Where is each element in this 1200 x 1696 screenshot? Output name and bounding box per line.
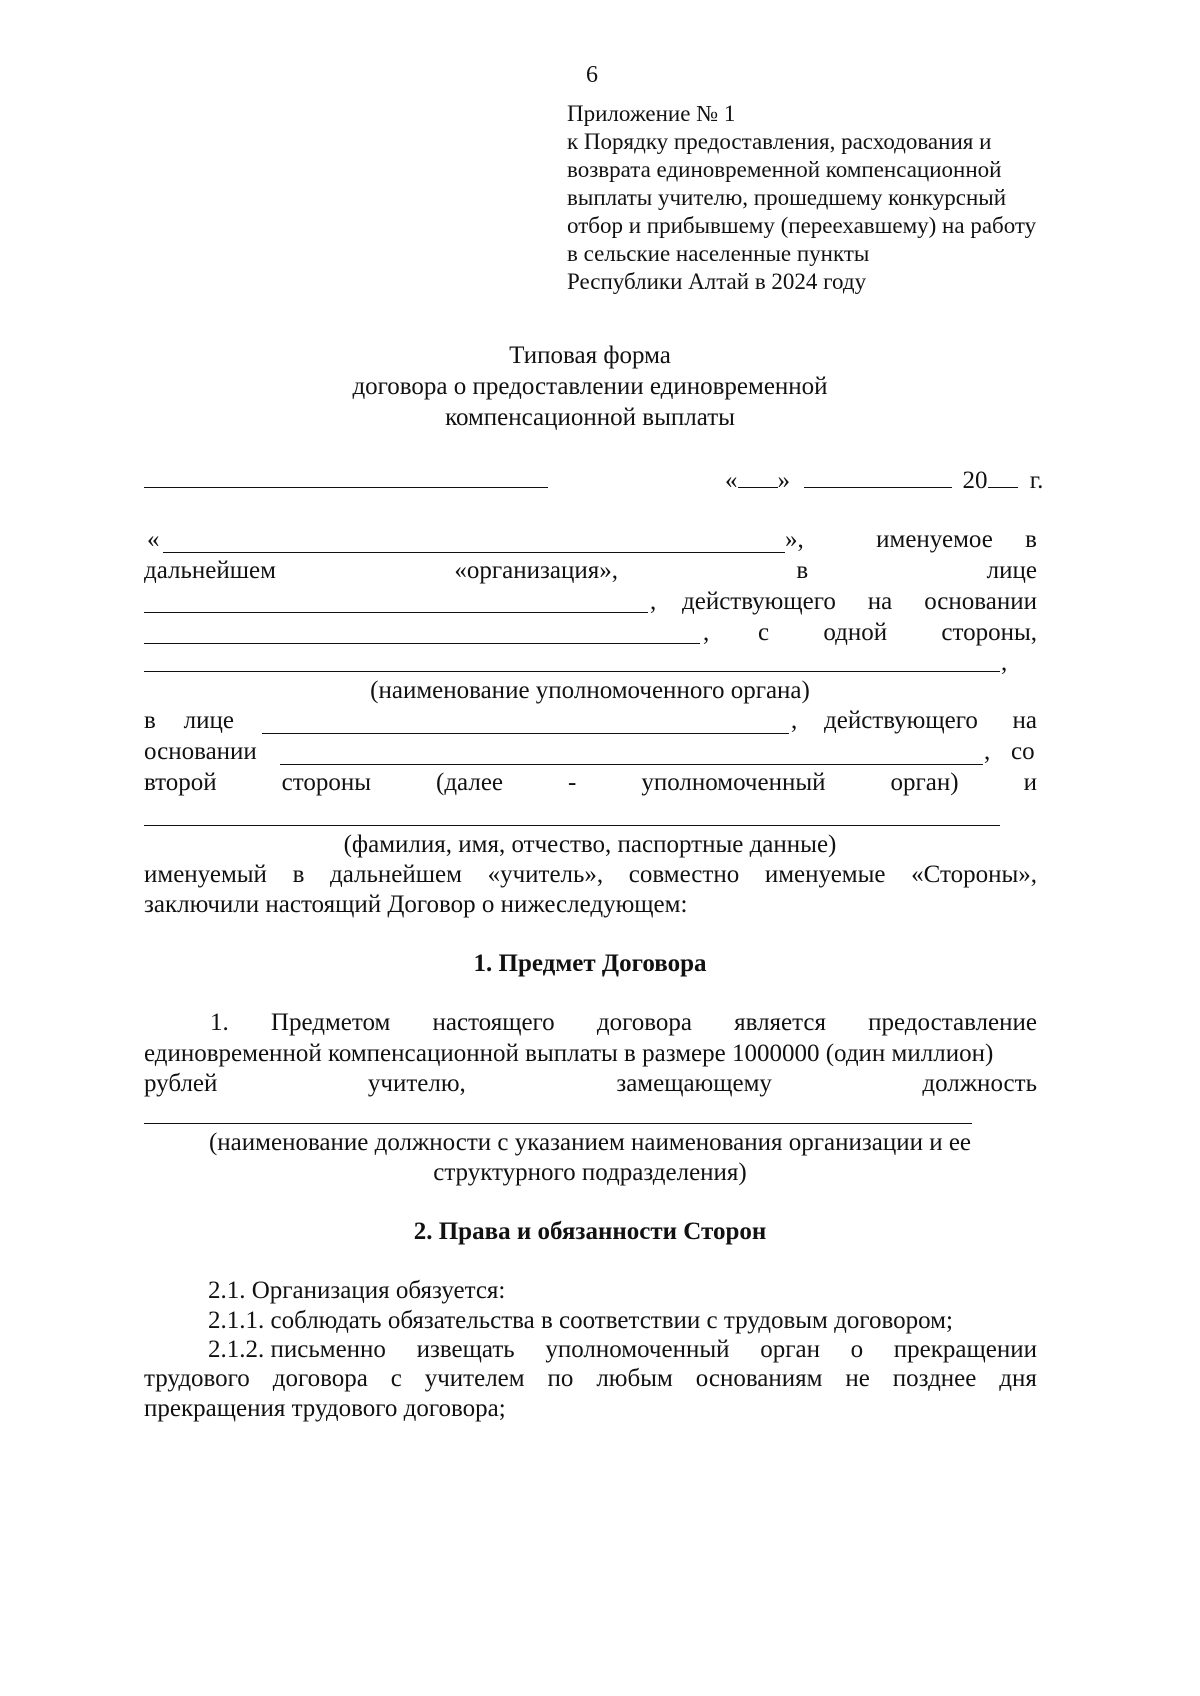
appendix-line: к Порядку предоставления, расходования и [567,129,992,154]
form-title-line: Типовая форма [509,342,671,369]
clause-2-1-2-line-1 [208,1335,1037,1365]
clause-2-1: 2.1. Организация обязуется: [208,1277,506,1304]
parties-line-10: заключили настоящий Договор о нижеследующем: [144,891,688,918]
section-2-heading: 2. Права и обязанности Сторон [413,1218,767,1245]
appendix-line: возврата единовременной компенсационной [567,157,1002,182]
text: уполномоченный [641,769,826,796]
text: действующего [824,707,978,734]
section-1-para-line-3 [144,1069,1037,1099]
section-1-para-line-2: единовременной компенсационной выплаты в размере 1000000 (один миллион) [144,1040,994,1067]
text: в [796,557,809,584]
position-caption: структурного подразделения) [433,1159,747,1186]
text: замещающему [616,1070,772,1097]
text: трудового [144,1365,250,1392]
text: извещать [416,1336,515,1363]
text: настоящего [432,1009,555,1036]
position-blank [144,1123,972,1124]
text: дальнейшем [144,557,276,584]
form-title-line: договора о предоставлении единовременной [352,373,828,400]
page-number: 6 [586,62,598,88]
text: учителю, [367,1070,466,1097]
text: прекращении [893,1336,1037,1363]
day-blank [738,465,778,488]
text: на [867,588,893,615]
representative-blank [144,612,648,613]
text: действующего [682,588,836,615]
text: именуемые [764,861,886,888]
comma: , [791,707,798,734]
authority-basis-blank [280,764,983,765]
text: «организация», [454,557,618,584]
text: лице [183,707,234,734]
text: учителем [424,1365,525,1392]
text: любым [596,1365,673,1392]
text: одной [823,619,888,646]
appendix-line: отбор и прибывшему (переехавшему) на работу [567,213,1037,238]
appendix-title: Приложение № 1 [567,101,736,126]
date-open-quote: « [725,467,738,494]
parties-line-9 [144,860,1037,890]
parties-line-3-end [682,587,1037,617]
text: со [1011,738,1035,765]
text: договора [272,1365,368,1392]
text: в [292,861,305,888]
parties-line-6-start [144,706,234,736]
teacher-caption: (фамилия, имя, отчество, паспортные данные) [343,831,837,858]
basis-blank [144,643,700,644]
text: должность [922,1070,1037,1097]
text: », [785,526,804,553]
year-blank [988,465,1018,488]
text: с [758,619,770,646]
form-title-line: компенсационной выплаты [445,404,735,431]
text: - [568,769,577,796]
authority-caption: (наименование уполномоченного органа) [370,677,810,704]
month-blank [804,465,952,488]
comma: , [1001,649,1008,676]
text: именуемое [876,526,993,553]
position-caption: (наименование должности с указанием наименования организации и ее [208,1129,972,1156]
text: «Стороны», [911,861,1037,888]
text: лице [986,557,1037,584]
text: 1. [210,1009,229,1036]
clause-2-1-2-line-2 [144,1364,1037,1394]
clause-2-1-1: 2.1.1. соблюдать обязательства в соответствии с трудовым договором; [208,1307,953,1334]
text: основании [144,738,257,765]
parties-line-4-end [758,618,1037,648]
comma: , [650,588,657,615]
text: рублей [144,1070,218,1097]
text: дальнейшем [330,861,462,888]
teacher-blank [144,825,1000,826]
text: стороны, [941,619,1037,646]
text: позднее [892,1365,977,1392]
section-1-para-line-1 [210,1008,1037,1038]
appendix-line: Республики Алтай в 2024 году [567,269,867,294]
open-quote: « [147,526,160,553]
appendix-line: выплаты учителю, прошедшему конкурсный [567,185,1007,210]
text: о [850,1336,864,1363]
text: совместно [628,861,740,888]
text: по [547,1365,574,1392]
text: является [734,1009,826,1036]
text: (далее [436,769,504,796]
text: договора [596,1009,692,1036]
text: в [144,707,156,734]
text: орган [760,1336,820,1363]
text: «учитель», [487,861,604,888]
year-suffix: г. [1029,467,1044,494]
text: и [1023,769,1037,796]
text: основаниям [695,1365,823,1392]
text: предоставление [868,1009,1037,1036]
text: 2.1.2. письменно [208,1336,386,1363]
text: стороны [281,769,372,796]
text: именуемый [144,861,267,888]
text: на [1012,707,1037,734]
text: не [845,1365,870,1392]
year-prefix: 20 [962,467,988,494]
text: уполномоченный [545,1336,730,1363]
parties-line-2 [144,556,1037,586]
text: дня [999,1365,1037,1392]
appendix-line: в сельские населенные пункты [567,241,870,266]
parties-line-8 [144,768,1037,798]
text: второй [144,769,217,796]
text: основании [924,588,1037,615]
text: орган) [890,769,959,796]
text: в [1025,526,1037,553]
org-name-blank [163,552,785,553]
org-name-line [147,525,160,555]
date-line [725,465,1043,496]
date-close-quote: » [777,467,790,494]
place-blank [144,487,548,488]
authority-representative-blank [262,733,789,734]
clause-2-1-2-line-3: прекращения трудового договора; [144,1395,506,1422]
text: с [390,1365,402,1392]
section-1-heading: 1. Предмет Договора [473,950,707,977]
parties-line-1-end [785,525,1037,555]
text: Предметом [270,1009,391,1036]
authority-blank [144,671,1000,672]
comma: , [984,738,991,765]
comma: , [703,619,710,646]
parties-line-6-end [824,706,1037,736]
